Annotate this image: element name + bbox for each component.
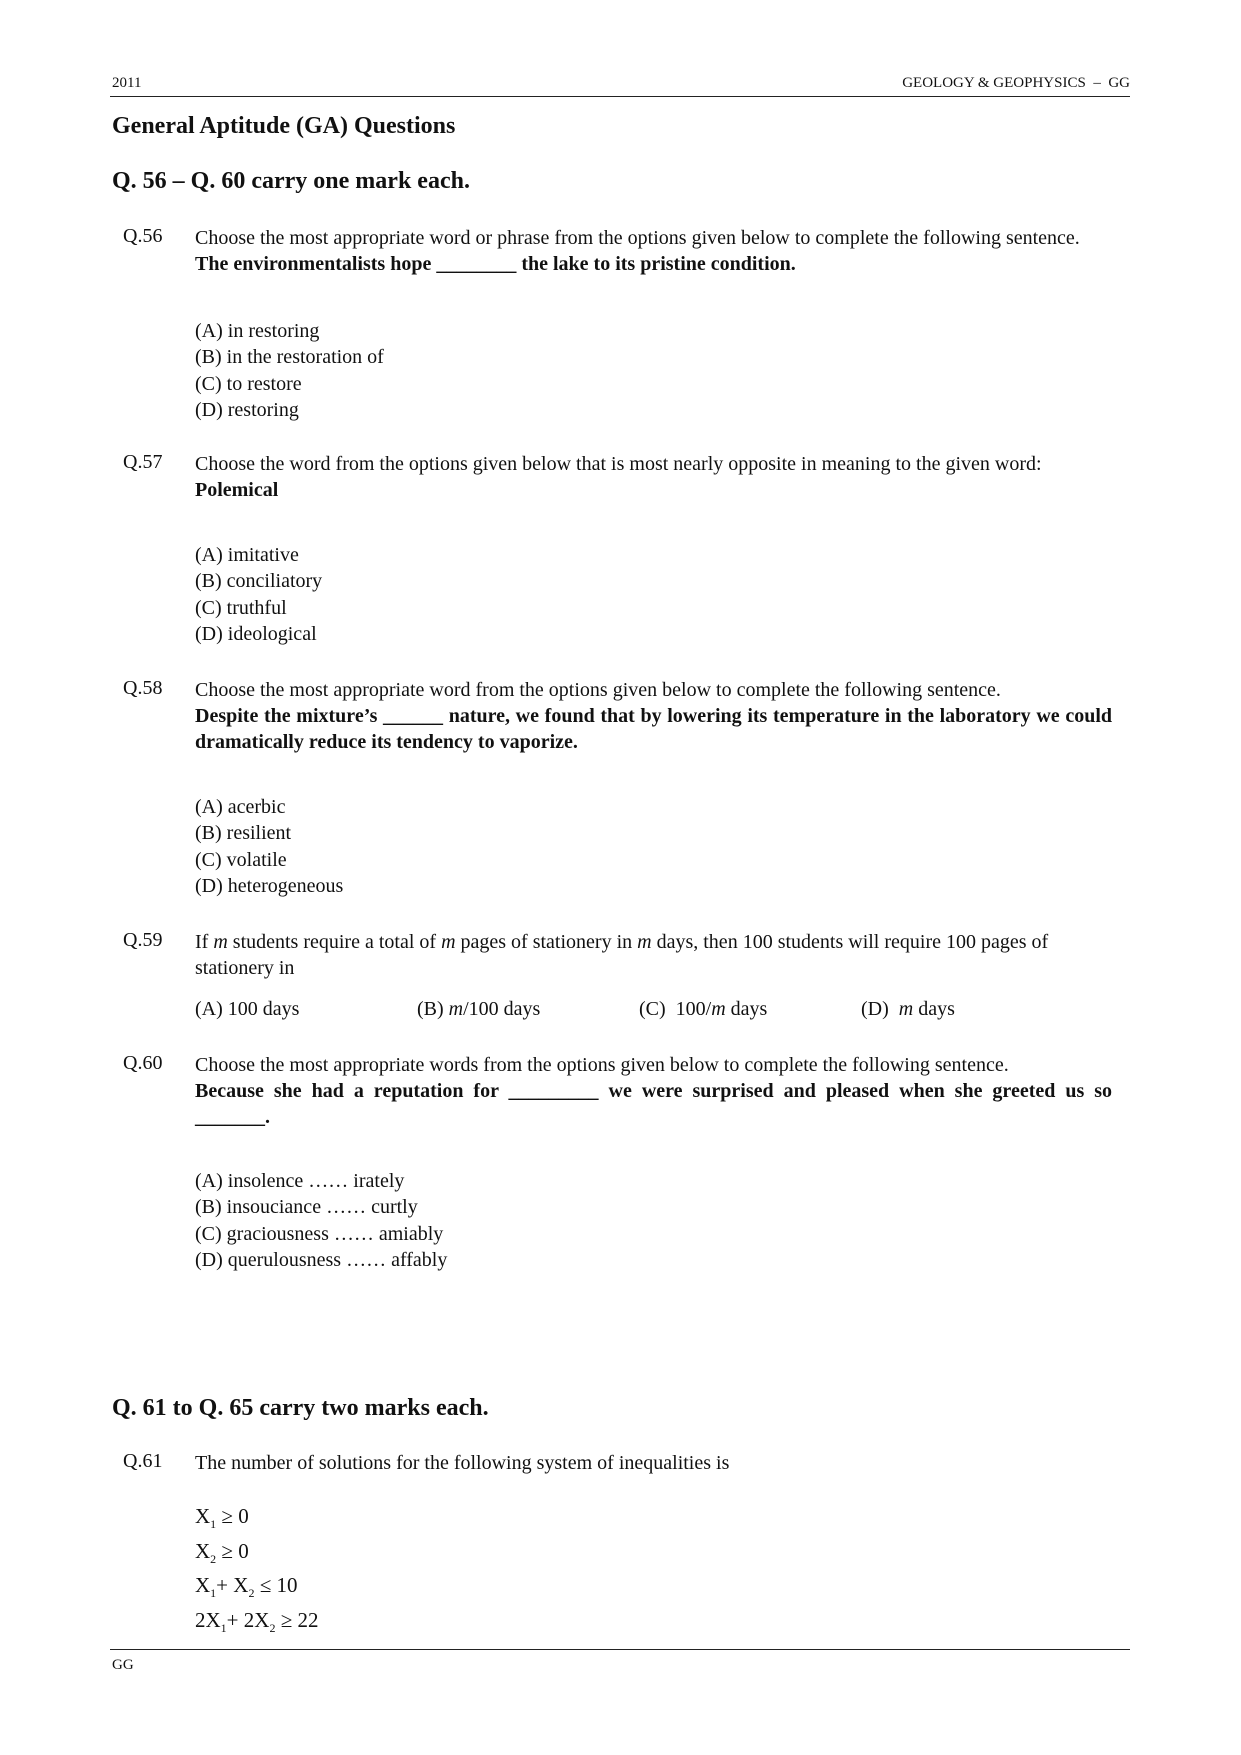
header-rule — [110, 96, 1130, 97]
q57-word: Polemical — [195, 479, 279, 501]
q56-stem: Choose the most appropriate word or phrase from the options given below to complete the following sentence. — [195, 227, 1080, 249]
ineq3-sub1: 1 — [210, 1586, 217, 1601]
q59-option-d-var: m — [898, 998, 914, 1020]
q58-stem: Choose the most appropriate word from the options given below to complete the following sentence. — [195, 679, 1001, 701]
q59-option-b-prefix: (B) — [417, 998, 449, 1020]
q59-stem-part-2: students require a total of — [227, 931, 442, 953]
q60-sentence: Because she had a reputation for _________ we were surprised and pleased when she greeted us so _______. — [195, 1080, 1112, 1128]
q59-option-c-suffix: days — [725, 998, 768, 1020]
footer-rule — [110, 1649, 1130, 1650]
q61-inequality-1 — [195, 1503, 318, 1538]
ineq4-x1: 2X — [195, 1608, 221, 1633]
ineq4-mid: + 2X — [226, 1608, 270, 1633]
ineq3-mid: + X — [216, 1573, 249, 1598]
q59-stem — [195, 929, 1095, 981]
q58-sentence: Despite the mixture’s ______ nature, we found that by lowering its temperature in the laboratory we could dramatically reduce its tendency to vaporize. — [195, 705, 1112, 753]
q56-option-b: (B) in the restoration of — [195, 346, 384, 369]
section-two-marks-title: Q. 61 to Q. 65 carry two marks each. — [112, 1395, 489, 1421]
q57-option-b: (B) conciliatory — [195, 570, 323, 593]
q60-option-d: (D) querulousness …… affably — [195, 1248, 448, 1271]
q60-option-a: (A) insolence …… irately — [195, 1170, 405, 1192]
q59-stem-part-6: days, then 100 students will require 100 pages of stationery in — [195, 931, 1049, 979]
q56-number: Q.56 — [123, 225, 163, 247]
q57-option-c: (C) truthful — [195, 596, 287, 619]
q56-sentence: The environmentalists hope ________ the lake to its pristine condition. — [195, 253, 796, 275]
q58-option-b: (B) resilient — [195, 822, 292, 845]
q61-inequality-2 — [195, 1538, 318, 1573]
q57-option-a: (A) imitative — [195, 544, 299, 566]
q59-stem-part-0: If — [195, 931, 214, 953]
q59-option-a: (A) 100 days — [195, 998, 300, 1020]
ineq1-x: X — [195, 1504, 211, 1528]
ineq3-sub2: 2 — [248, 1586, 255, 1601]
ineq2-x: X — [195, 1538, 211, 1563]
q59-var-m-1: m — [213, 931, 228, 953]
ineq3-rest: ≤ 10 — [254, 1573, 298, 1598]
q59-option-d — [861, 998, 955, 1021]
ga-title: General Aptitude (GA) Questions — [112, 113, 456, 139]
q60-number: Q.60 — [123, 1052, 163, 1074]
ineq2-sub: 2 — [210, 1551, 217, 1566]
header-year: 2011 — [112, 75, 142, 91]
q60-stem: Choose the most appropriate words from the options given below to complete the following sentence. — [195, 1054, 1009, 1076]
ineq4-sub1: 1 — [220, 1621, 227, 1636]
q59-option-c — [639, 998, 767, 1021]
q58-option-a: (A) acerbic — [195, 796, 286, 818]
q59-option-d-prefix: (D) — [861, 998, 899, 1020]
q61-number: Q.61 — [123, 1450, 163, 1472]
q59-option-b — [417, 998, 540, 1021]
q56-text — [195, 225, 1112, 277]
q57-options — [195, 542, 322, 647]
q57-number: Q.57 — [123, 451, 163, 473]
q61-inequality-4 — [195, 1607, 318, 1642]
q59-var-m-3: m — [637, 931, 652, 953]
q59-option-b-suffix: /100 days — [463, 998, 541, 1020]
ineq4-rest: ≥ 22 — [275, 1608, 319, 1633]
q60-text — [195, 1052, 1112, 1130]
q57-text — [195, 451, 1112, 503]
q56-option-a: (A) in restoring — [195, 320, 320, 342]
q59-options — [195, 998, 1095, 1024]
q58-options — [195, 794, 343, 899]
q60-options — [195, 1168, 447, 1273]
ineq4-sub2: 2 — [269, 1621, 276, 1636]
q58-option-d: (D) heterogeneous — [195, 874, 344, 897]
q57-stem: Choose the word from the options given below that is most nearly opposite in meaning to the given word: — [195, 453, 1042, 475]
q59-stem-part-4: pages of stationery in — [455, 931, 638, 953]
q56-option-d: (D) restoring — [195, 398, 299, 421]
q56-option-c: (C) to restore — [195, 372, 302, 395]
ineq3-x1: X — [195, 1573, 211, 1598]
q61-inequality-3 — [195, 1572, 318, 1607]
q59-option-b-var: m — [448, 998, 464, 1020]
ineq2-rest: ≥ 0 — [216, 1538, 249, 1563]
section-one-mark-title: Q. 56 – Q. 60 carry one mark each. — [112, 168, 470, 194]
q59-option-d-suffix: days — [913, 998, 955, 1020]
q56-options — [195, 318, 384, 423]
q57-option-d: (D) ideological — [195, 622, 317, 645]
q58-option-c: (C) volatile — [195, 848, 287, 871]
q59-number: Q.59 — [123, 929, 163, 951]
q61-inequalities — [195, 1503, 318, 1642]
footer-code: GG — [112, 1657, 134, 1673]
q59-option-c-var: m — [711, 998, 726, 1020]
q60-option-b: (B) insouciance …… curtly — [195, 1196, 418, 1219]
q58-text — [195, 677, 1112, 755]
q59-option-c-prefix: (C) 100/ — [639, 998, 712, 1020]
ineq1-rest: ≥ 0 — [216, 1504, 249, 1528]
q61-stem: The number of solutions for the following system of inequalities is — [195, 1452, 730, 1474]
q60-option-c: (C) graciousness …… amiably — [195, 1222, 444, 1245]
ineq1-sub: 1 — [210, 1517, 217, 1532]
header-subject: GEOLOGY & GEOPHYSICS – GG — [902, 75, 1130, 91]
q59-var-m-2: m — [441, 931, 456, 953]
q58-number: Q.58 — [123, 677, 163, 699]
